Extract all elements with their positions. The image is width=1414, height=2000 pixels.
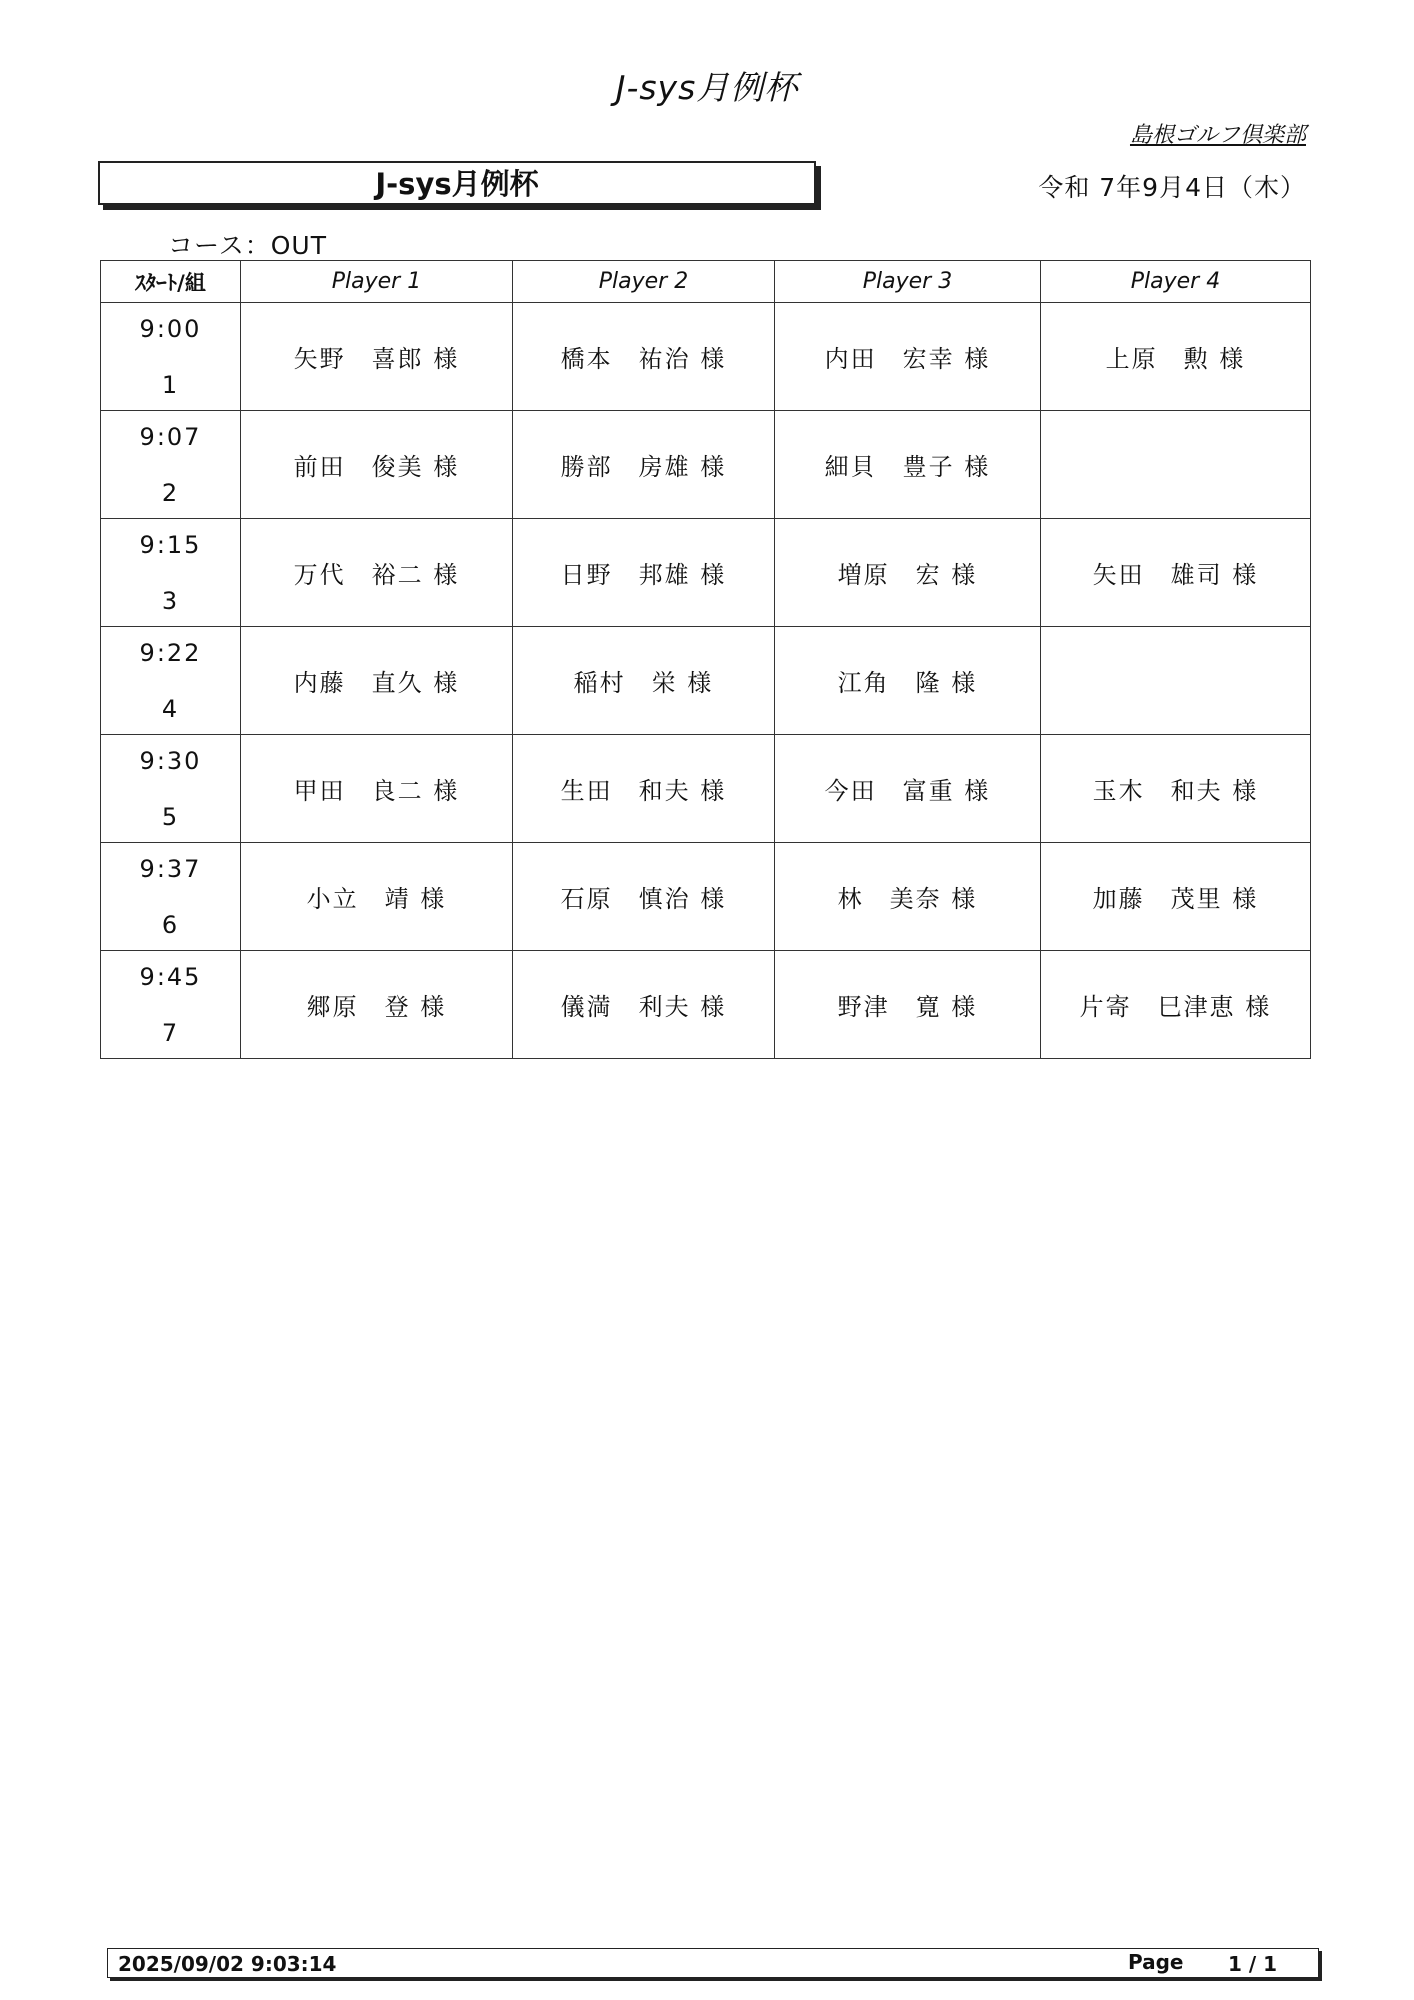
player-cell: 玉木 和夫 様 [1041,735,1311,843]
group-number: 3 [161,586,180,615]
player-cell: 勝部 房雄 様 [513,411,775,519]
group-number: 2 [161,478,180,507]
group-number: 4 [161,694,180,723]
start-slot [101,519,241,627]
player-cell: 万代 裕二 様 [241,519,513,627]
table-row [101,519,1311,627]
player-cell [1041,627,1311,735]
player-cell: 小立 靖 様 [241,843,513,951]
course-label: コース：OUT [168,231,327,260]
start-slot [101,303,241,411]
player-cell: 内藤 直久 様 [241,627,513,735]
document-title: J-sys月例杯 [615,68,799,107]
player-cell: 内田 宏幸 様 [775,303,1041,411]
start-slot [101,411,241,519]
table-row [101,303,1311,411]
player-cell: 上原 勲 様 [1041,303,1311,411]
player-cell: 加藤 茂里 様 [1041,843,1311,951]
club-name: 島根ゴルフ倶楽部 [1129,123,1306,148]
player-cell: 矢野 喜郎 様 [241,303,513,411]
event-date: 令和 7年9月4日（木） [1038,173,1306,202]
group-number: 7 [161,1018,180,1047]
player-cell: 甲田 良二 様 [241,735,513,843]
start-time: 9:00 [139,314,202,343]
player-cell: 郷原 登 様 [241,951,513,1059]
print-timestamp: 2025/09/02 9:03:14 [118,1952,337,1976]
table-row [101,411,1311,519]
start-slot [101,735,241,843]
page-number: 1 / 1 [1228,1952,1278,1976]
table-row [101,951,1311,1059]
header-player-1: Player 1 [241,261,513,303]
player-cell [1041,411,1311,519]
start-time: 9:22 [139,638,202,667]
page-label: Page [1128,1950,1184,1974]
player-cell: 日野 邦雄 様 [513,519,775,627]
header-start-group: ｽﾀｰﾄ/組 [101,261,241,303]
group-number: 5 [161,802,180,831]
start-time: 9:15 [139,530,202,559]
player-cell: 石原 慎治 様 [513,843,775,951]
start-time: 9:37 [139,854,202,883]
print-footer [107,1948,1319,1978]
player-cell: 矢田 雄司 様 [1041,519,1311,627]
player-cell: 儀満 利夫 様 [513,951,775,1059]
player-cell: 生田 和夫 様 [513,735,775,843]
table-row [101,627,1311,735]
player-cell: 林 美奈 様 [775,843,1041,951]
player-cell: 今田 富重 様 [775,735,1041,843]
start-time: 9:30 [139,746,202,775]
player-cell: 細貝 豊子 様 [775,411,1041,519]
tee-time-table [100,260,1311,1059]
player-cell: 橋本 祐治 様 [513,303,775,411]
player-cell: 稲村 栄 様 [513,627,775,735]
start-slot [101,951,241,1059]
table-header-row [101,261,1311,303]
player-cell: 増原 宏 様 [775,519,1041,627]
header-player-4: Player 4 [1041,261,1311,303]
header-player-3: Player 3 [775,261,1041,303]
start-time: 9:07 [139,422,202,451]
start-time: 9:45 [139,962,202,991]
table-row [101,843,1311,951]
event-title-box: J-sys月例杯 [98,161,816,205]
table-row [101,735,1311,843]
header-player-2: Player 2 [513,261,775,303]
start-slot [101,843,241,951]
player-cell: 江角 隆 様 [775,627,1041,735]
player-cell: 野津 寛 様 [775,951,1041,1059]
group-number: 6 [161,910,180,939]
player-cell: 前田 俊美 様 [241,411,513,519]
player-cell: 片寄 巳津恵 様 [1041,951,1311,1059]
group-number: 1 [161,370,180,399]
start-slot [101,627,241,735]
